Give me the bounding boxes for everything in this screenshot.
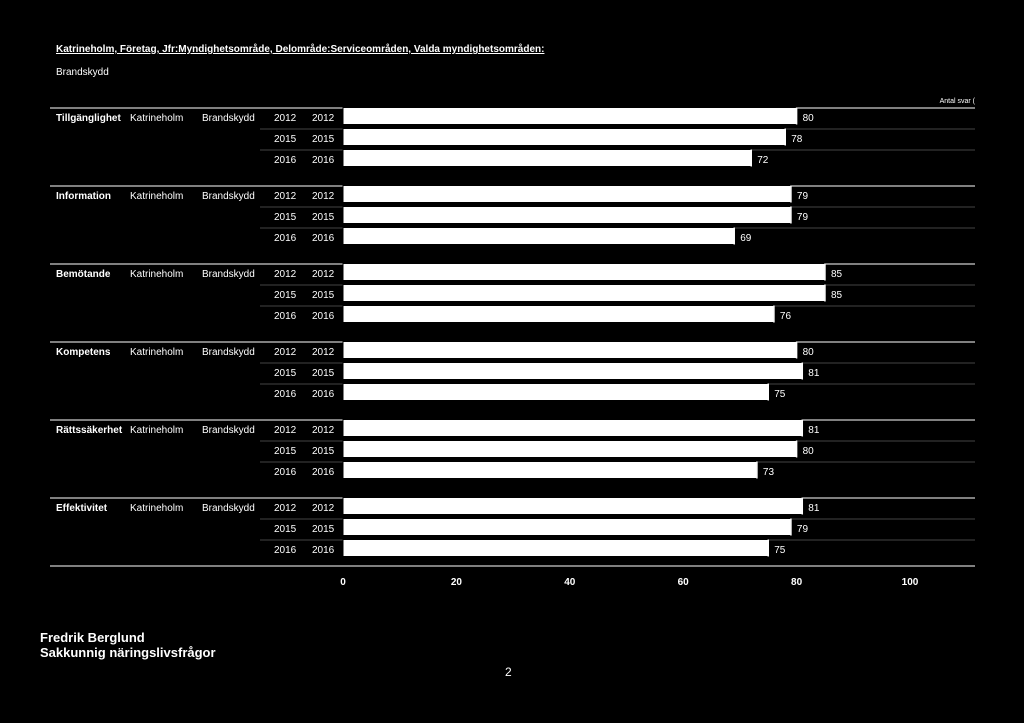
category-label: Effektivitet — [56, 503, 108, 514]
corner-label: Antal svar ( — [939, 98, 975, 105]
period-label: 2012 — [312, 503, 335, 514]
data-label: 85 — [830, 269, 843, 280]
data-label: 81 — [808, 368, 820, 379]
bar-rättssäkerhet-2012 — [343, 420, 802, 437]
year-label: 2016 — [274, 233, 297, 244]
bar-effektivitet-2016 — [343, 540, 768, 557]
area-label: Brandskydd — [202, 269, 255, 280]
author-role: Sakkunnig näringslivsfrågor — [40, 645, 216, 660]
bar-information-2015 — [343, 207, 791, 224]
bar-kompetens-2012 — [343, 342, 797, 359]
bar-kompetens-2016 — [343, 384, 768, 401]
page-number: 2 — [505, 665, 512, 679]
data-label: 80 — [802, 347, 814, 358]
data-label: 79 — [796, 212, 809, 223]
year-label: 2015 — [274, 290, 297, 301]
bar-effektivitet-2015 — [343, 519, 791, 536]
period-label: 2012 — [312, 191, 335, 202]
data-label: 76 — [779, 311, 792, 322]
data-label: 80 — [802, 113, 814, 124]
period-label: 2015 — [312, 134, 335, 145]
municipality-label: Katrineholm — [130, 425, 184, 436]
author-name: Fredrik Berglund — [40, 630, 145, 645]
bar-tillgänglighet-2016 — [343, 150, 751, 167]
data-label: 81 — [808, 425, 820, 436]
bar-rättssäkerhet-2016 — [343, 462, 757, 479]
data-label: 79 — [796, 191, 809, 202]
period-label: 2015 — [312, 368, 335, 379]
period-label: 2016 — [312, 389, 335, 400]
data-label: 73 — [762, 467, 775, 478]
area-label: Brandskydd — [202, 425, 255, 436]
period-label: 2016 — [312, 155, 335, 166]
data-label: 81 — [808, 503, 820, 514]
period-label: 2016 — [312, 545, 335, 556]
x-tick-label: 0 — [340, 577, 346, 588]
year-label: 2015 — [274, 134, 297, 145]
bar-information-2012 — [343, 186, 791, 203]
category-label: Kompetens — [56, 347, 111, 358]
municipality-label: Katrineholm — [130, 347, 184, 358]
data-label: 79 — [796, 524, 809, 535]
municipality-label: Katrineholm — [130, 269, 184, 280]
year-label: 2015 — [274, 524, 297, 535]
year-label: 2012 — [274, 425, 297, 436]
municipality-label: Katrineholm — [130, 191, 184, 202]
x-tick-label: 60 — [677, 577, 689, 588]
period-label: 2015 — [312, 212, 335, 223]
year-label: 2016 — [274, 545, 297, 556]
bar-bemötande-2015 — [343, 285, 825, 302]
bar-tillgänglighet-2012 — [343, 108, 797, 125]
period-label: 2012 — [312, 113, 335, 124]
municipality-label: Katrineholm — [130, 113, 184, 124]
year-label: 2016 — [274, 311, 297, 322]
x-tick-label: 80 — [791, 577, 803, 588]
data-label: 80 — [802, 446, 814, 457]
period-label: 2015 — [312, 446, 335, 457]
year-label: 2012 — [274, 191, 297, 202]
category-label: Bemötande — [56, 269, 111, 280]
report-title: Katrineholm, Företag, Jfr:Myndighetsområde, Delområde:Serviceområden, Valda myndighetsområden: — [56, 44, 545, 55]
bar-effektivitet-2012 — [343, 498, 802, 515]
data-label: 72 — [757, 155, 769, 166]
category-label: Rättssäkerhet — [56, 425, 123, 436]
area-label: Brandskydd — [202, 113, 255, 124]
period-label: 2016 — [312, 467, 335, 478]
data-label: 75 — [774, 389, 786, 400]
area-label: Brandskydd — [202, 347, 255, 358]
year-label: 2015 — [274, 446, 297, 457]
period-label: 2015 — [312, 290, 335, 301]
year-label: 2012 — [274, 113, 297, 124]
period-label: 2012 — [312, 347, 335, 358]
year-label: 2016 — [274, 467, 297, 478]
period-label: 2012 — [312, 425, 335, 436]
bar-bemötande-2012 — [343, 264, 825, 281]
bar-tillgänglighet-2015 — [343, 129, 785, 146]
year-label: 2015 — [274, 212, 297, 223]
data-label: 75 — [774, 545, 786, 556]
year-label: 2012 — [274, 347, 297, 358]
category-label: Information — [56, 191, 111, 202]
year-label: 2016 — [274, 155, 297, 166]
period-label: 2012 — [312, 269, 335, 280]
bar-bemötande-2016 — [343, 306, 774, 323]
report-subtitle: Brandskydd — [56, 67, 109, 78]
year-label: 2016 — [274, 389, 297, 400]
period-label: 2016 — [312, 233, 335, 244]
data-label: 85 — [830, 290, 843, 301]
bar-information-2016 — [343, 228, 734, 245]
category-label: Tillgänglighet — [56, 113, 121, 124]
data-label: 78 — [791, 134, 803, 145]
area-label: Brandskydd — [202, 191, 255, 202]
bar-rättssäkerhet-2015 — [343, 441, 797, 458]
period-label: 2016 — [312, 311, 335, 322]
year-label: 2015 — [274, 368, 297, 379]
x-tick-label: 20 — [450, 577, 462, 588]
municipality-label: Katrineholm — [130, 503, 184, 514]
period-label: 2015 — [312, 524, 335, 535]
year-label: 2012 — [274, 269, 297, 280]
year-label: 2012 — [274, 503, 297, 514]
bar-kompetens-2015 — [343, 363, 802, 380]
x-tick-label: 100 — [901, 577, 919, 588]
x-tick-label: 40 — [564, 577, 576, 588]
area-label: Brandskydd — [202, 503, 255, 514]
data-label: 69 — [740, 233, 752, 244]
